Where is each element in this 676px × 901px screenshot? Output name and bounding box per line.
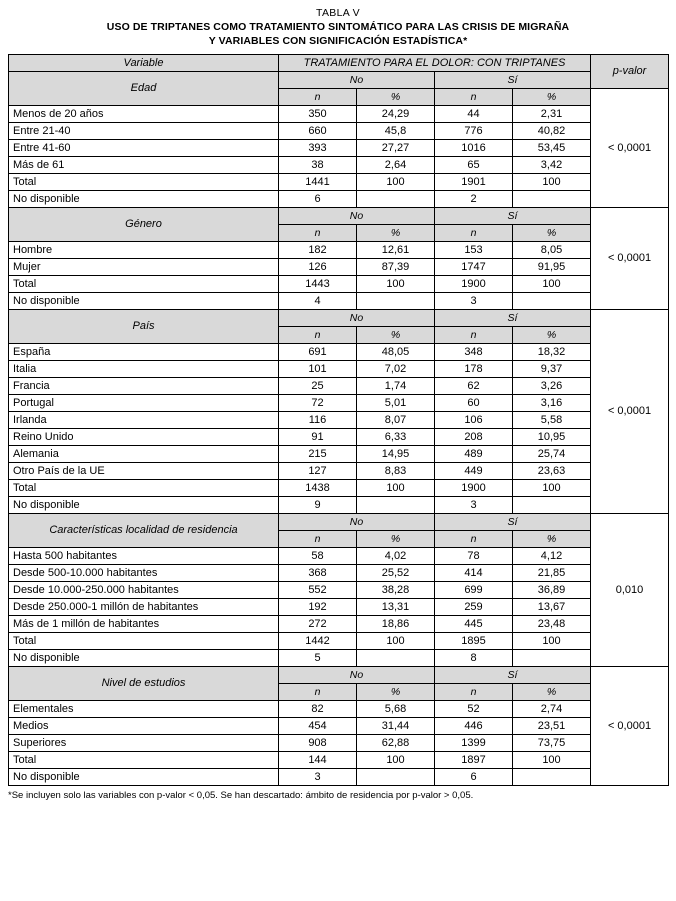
- header-si: Sí: [435, 71, 591, 88]
- table-row: [9, 360, 669, 377]
- row-si-n: 1901: [435, 173, 513, 190]
- row-si-n: 489: [435, 445, 513, 462]
- row-si-pct: 3,16: [513, 394, 591, 411]
- page-title: [8, 6, 668, 49]
- row-label: Total: [9, 275, 279, 292]
- row-no-n: 1443: [279, 275, 357, 292]
- title-line-2: USO DE TRIPTANES COMO TRATAMIENTO SINTOMÁTICO PARA LAS CRISIS DE MIGRAÑA: [106, 21, 570, 34]
- row-si-pct: 13,67: [513, 598, 591, 615]
- row-no-n: 3: [279, 768, 357, 785]
- row-si-n: 60: [435, 394, 513, 411]
- row-si-pct: 4,12: [513, 547, 591, 564]
- row-no-pct: 24,29: [357, 105, 435, 122]
- row-no-n: 9: [279, 496, 357, 513]
- header-pct-si: %: [513, 326, 591, 343]
- table-row: [9, 394, 669, 411]
- header-si: Sí: [435, 513, 591, 530]
- table-row: [9, 649, 669, 666]
- row-label: Más de 61: [9, 156, 279, 173]
- row-label: No disponible: [9, 496, 279, 513]
- table-row: [9, 241, 669, 258]
- table-row: [9, 598, 669, 615]
- row-no-n: 25: [279, 377, 357, 394]
- row-si-n: 6: [435, 768, 513, 785]
- row-si-n: 1895: [435, 632, 513, 649]
- row-no-n: 5: [279, 649, 357, 666]
- row-no-pct: 2,64: [357, 156, 435, 173]
- row-no-pct: 62,88: [357, 734, 435, 751]
- row-no-n: 82: [279, 700, 357, 717]
- table-row: [9, 581, 669, 598]
- row-no-n: 72: [279, 394, 357, 411]
- row-si-n: 3: [435, 496, 513, 513]
- row-si-n: 1900: [435, 479, 513, 496]
- row-si-pct: 23,63: [513, 462, 591, 479]
- row-label: Otro País de la UE: [9, 462, 279, 479]
- data-table: [8, 54, 669, 786]
- row-no-n: 126: [279, 258, 357, 275]
- row-no-n: 1441: [279, 173, 357, 190]
- row-no-pct: [357, 292, 435, 309]
- table-row: [9, 156, 669, 173]
- row-no-n: 272: [279, 615, 357, 632]
- row-si-n: 1747: [435, 258, 513, 275]
- row-si-pct: 100: [513, 275, 591, 292]
- section-header-row: [9, 309, 669, 326]
- section-name: Nivel de estudios: [9, 666, 279, 700]
- section-name: Edad: [9, 71, 279, 105]
- row-no-pct: 14,95: [357, 445, 435, 462]
- row-si-pct: 91,95: [513, 258, 591, 275]
- row-si-n: 44: [435, 105, 513, 122]
- row-si-n: 8: [435, 649, 513, 666]
- row-si-n: 699: [435, 581, 513, 598]
- section-header-row: [9, 666, 669, 683]
- table-row: [9, 377, 669, 394]
- header-n-si: n: [435, 683, 513, 700]
- row-no-n: 101: [279, 360, 357, 377]
- row-no-n: 691: [279, 343, 357, 360]
- row-si-n: 52: [435, 700, 513, 717]
- table-row: [9, 751, 669, 768]
- row-si-n: 449: [435, 462, 513, 479]
- row-no-n: 116: [279, 411, 357, 428]
- row-no-pct: [357, 649, 435, 666]
- row-si-pct: 2,31: [513, 105, 591, 122]
- row-label: No disponible: [9, 190, 279, 207]
- table-row: [9, 479, 669, 496]
- row-si-pct: 73,75: [513, 734, 591, 751]
- header-no: No: [279, 666, 435, 683]
- header-n-si: n: [435, 224, 513, 241]
- row-si-pct: 8,05: [513, 241, 591, 258]
- header-n-no: n: [279, 530, 357, 547]
- row-si-pct: 21,85: [513, 564, 591, 581]
- row-no-pct: 8,07: [357, 411, 435, 428]
- header-pct-no: %: [357, 683, 435, 700]
- row-label: Desde 250.000-1 millón de habitantes: [9, 598, 279, 615]
- row-label: España: [9, 343, 279, 360]
- table-row: [9, 632, 669, 649]
- row-no-n: 4: [279, 292, 357, 309]
- row-label: Total: [9, 479, 279, 496]
- row-si-pct: 9,37: [513, 360, 591, 377]
- table-row: [9, 428, 669, 445]
- row-no-pct: 4,02: [357, 547, 435, 564]
- header-no: No: [279, 309, 435, 326]
- row-label: Hasta 500 habitantes: [9, 547, 279, 564]
- row-si-n: 348: [435, 343, 513, 360]
- row-si-pct: 40,82: [513, 122, 591, 139]
- row-no-n: 182: [279, 241, 357, 258]
- header-no: No: [279, 513, 435, 530]
- header-no: No: [279, 71, 435, 88]
- row-label: Superiores: [9, 734, 279, 751]
- row-no-n: 144: [279, 751, 357, 768]
- table-row: [9, 717, 669, 734]
- row-label: Italia: [9, 360, 279, 377]
- title-line-1: TABLA V: [316, 7, 360, 19]
- row-label: Desde 10.000-250.000 habitantes: [9, 581, 279, 598]
- row-si-n: 414: [435, 564, 513, 581]
- row-label: Francia: [9, 377, 279, 394]
- row-label: Desde 500-10.000 habitantes: [9, 564, 279, 581]
- table-footnote: *Se incluyen solo las variables con p-valor < 0,05. Se han descartado: ámbito de residencia por p-valor > 0,05.: [8, 789, 474, 801]
- row-label: Total: [9, 751, 279, 768]
- row-si-pct: 53,45: [513, 139, 591, 156]
- section-pvalue: 0,010: [591, 513, 669, 666]
- header-pct-no: %: [357, 88, 435, 105]
- row-no-n: 350: [279, 105, 357, 122]
- row-no-pct: [357, 496, 435, 513]
- row-no-pct: 31,44: [357, 717, 435, 734]
- row-label: Elementales: [9, 700, 279, 717]
- row-si-n: 178: [435, 360, 513, 377]
- table-row: [9, 700, 669, 717]
- row-si-pct: 100: [513, 751, 591, 768]
- row-no-pct: 7,02: [357, 360, 435, 377]
- row-no-pct: 100: [357, 632, 435, 649]
- header-no: No: [279, 207, 435, 224]
- row-si-n: 1399: [435, 734, 513, 751]
- row-no-n: 127: [279, 462, 357, 479]
- row-no-pct: [357, 190, 435, 207]
- row-si-pct: [513, 649, 591, 666]
- header-pct-si: %: [513, 88, 591, 105]
- header-si: Sí: [435, 666, 591, 683]
- row-si-n: 446: [435, 717, 513, 734]
- header-n-no: n: [279, 683, 357, 700]
- row-si-n: 445: [435, 615, 513, 632]
- row-si-n: 776: [435, 122, 513, 139]
- row-no-n: 91: [279, 428, 357, 445]
- row-label: No disponible: [9, 292, 279, 309]
- row-no-pct: 1,74: [357, 377, 435, 394]
- row-si-n: 153: [435, 241, 513, 258]
- row-no-pct: 100: [357, 479, 435, 496]
- header-pct-no: %: [357, 326, 435, 343]
- table-row: [9, 292, 669, 309]
- row-si-pct: [513, 768, 591, 785]
- section-pvalue: < 0,0001: [591, 666, 669, 785]
- row-si-pct: 100: [513, 173, 591, 190]
- header-pct-no: %: [357, 530, 435, 547]
- row-si-pct: 100: [513, 632, 591, 649]
- header-si: Sí: [435, 309, 591, 326]
- row-si-pct: 23,48: [513, 615, 591, 632]
- row-si-pct: [513, 496, 591, 513]
- header-variable: Variable: [9, 54, 279, 71]
- section-header-row: [9, 71, 669, 88]
- section-name: Género: [9, 207, 279, 241]
- section-name: Características localidad de residencia: [9, 513, 279, 547]
- table-header-row: [9, 54, 669, 71]
- row-no-pct: 5,01: [357, 394, 435, 411]
- row-label: Alemania: [9, 445, 279, 462]
- row-label: Total: [9, 632, 279, 649]
- row-label: Irlanda: [9, 411, 279, 428]
- row-si-pct: 100: [513, 479, 591, 496]
- row-label: Medios: [9, 717, 279, 734]
- row-no-n: 454: [279, 717, 357, 734]
- row-label: Reino Unido: [9, 428, 279, 445]
- table-row: [9, 734, 669, 751]
- header-pct-si: %: [513, 224, 591, 241]
- header-n-no: n: [279, 326, 357, 343]
- row-label: No disponible: [9, 768, 279, 785]
- table-row: [9, 105, 669, 122]
- row-si-pct: [513, 190, 591, 207]
- row-si-n: 1900: [435, 275, 513, 292]
- row-no-pct: 13,31: [357, 598, 435, 615]
- row-no-pct: 5,68: [357, 700, 435, 717]
- table-row: [9, 462, 669, 479]
- table-row: [9, 122, 669, 139]
- title-line-3: Y VARIABLES CON SIGNIFICACIÓN ESTADÍSTICA*: [208, 35, 468, 48]
- header-n-no: n: [279, 224, 357, 241]
- table-row: [9, 547, 669, 564]
- table-row: [9, 258, 669, 275]
- row-label: Mujer: [9, 258, 279, 275]
- row-no-pct: 48,05: [357, 343, 435, 360]
- table-row: [9, 564, 669, 581]
- section-name: País: [9, 309, 279, 343]
- row-si-n: 3: [435, 292, 513, 309]
- table-row: [9, 496, 669, 513]
- row-no-pct: 100: [357, 275, 435, 292]
- row-no-pct: 100: [357, 751, 435, 768]
- row-si-n: 1897: [435, 751, 513, 768]
- section-header-row: [9, 207, 669, 224]
- row-label: Entre 21-40: [9, 122, 279, 139]
- row-no-n: 368: [279, 564, 357, 581]
- row-no-pct: 12,61: [357, 241, 435, 258]
- table-row: [9, 343, 669, 360]
- header-n-si: n: [435, 530, 513, 547]
- row-si-pct: 23,51: [513, 717, 591, 734]
- table-row: [9, 768, 669, 785]
- table-row: [9, 190, 669, 207]
- row-si-pct: 3,42: [513, 156, 591, 173]
- row-no-pct: 27,27: [357, 139, 435, 156]
- section-pvalue: < 0,0001: [591, 309, 669, 513]
- row-no-n: 552: [279, 581, 357, 598]
- row-no-pct: [357, 768, 435, 785]
- row-label: Más de 1 millón de habitantes: [9, 615, 279, 632]
- row-si-pct: 25,74: [513, 445, 591, 462]
- header-n-si: n: [435, 88, 513, 105]
- row-no-n: 215: [279, 445, 357, 462]
- row-no-n: 58: [279, 547, 357, 564]
- row-no-pct: 18,86: [357, 615, 435, 632]
- row-si-n: 62: [435, 377, 513, 394]
- header-pct-si: %: [513, 683, 591, 700]
- row-si-pct: 3,26: [513, 377, 591, 394]
- row-no-pct: 45,8: [357, 122, 435, 139]
- row-label: Total: [9, 173, 279, 190]
- table-row: [9, 445, 669, 462]
- row-no-pct: 38,28: [357, 581, 435, 598]
- row-si-pct: 2,74: [513, 700, 591, 717]
- row-label: Portugal: [9, 394, 279, 411]
- section-pvalue: < 0,0001: [591, 88, 669, 207]
- row-si-n: 208: [435, 428, 513, 445]
- row-no-n: 6: [279, 190, 357, 207]
- row-no-pct: 25,52: [357, 564, 435, 581]
- table-row: [9, 411, 669, 428]
- table-row: [9, 275, 669, 292]
- header-pct-no: %: [357, 224, 435, 241]
- section-header-row: [9, 513, 669, 530]
- row-no-pct: 100: [357, 173, 435, 190]
- row-no-n: 660: [279, 122, 357, 139]
- row-no-n: 1442: [279, 632, 357, 649]
- section-pvalue: < 0,0001: [591, 207, 669, 309]
- row-si-n: 78: [435, 547, 513, 564]
- header-pct-si: %: [513, 530, 591, 547]
- row-si-n: 65: [435, 156, 513, 173]
- row-si-pct: [513, 292, 591, 309]
- table-row: [9, 173, 669, 190]
- header-n-no: n: [279, 88, 357, 105]
- row-no-n: 1438: [279, 479, 357, 496]
- row-si-pct: 18,32: [513, 343, 591, 360]
- table-row: [9, 615, 669, 632]
- row-no-pct: 87,39: [357, 258, 435, 275]
- row-no-n: 38: [279, 156, 357, 173]
- row-label: Menos de 20 años: [9, 105, 279, 122]
- row-no-n: 192: [279, 598, 357, 615]
- row-no-n: 393: [279, 139, 357, 156]
- row-label: Entre 41-60: [9, 139, 279, 156]
- row-si-pct: 5,58: [513, 411, 591, 428]
- row-si-pct: 36,89: [513, 581, 591, 598]
- row-si-n: 2: [435, 190, 513, 207]
- row-si-pct: 10,95: [513, 428, 591, 445]
- header-pvalue: p-valor: [591, 54, 669, 88]
- row-si-n: 259: [435, 598, 513, 615]
- header-n-si: n: [435, 326, 513, 343]
- row-no-n: 908: [279, 734, 357, 751]
- header-treatment: TRATAMIENTO PARA EL DOLOR: CON TRIPTANES: [279, 54, 591, 71]
- row-label: No disponible: [9, 649, 279, 666]
- row-no-pct: 6,33: [357, 428, 435, 445]
- row-si-n: 1016: [435, 139, 513, 156]
- row-no-pct: 8,83: [357, 462, 435, 479]
- row-label: Hombre: [9, 241, 279, 258]
- row-si-n: 106: [435, 411, 513, 428]
- table-row: [9, 139, 669, 156]
- header-si: Sí: [435, 207, 591, 224]
